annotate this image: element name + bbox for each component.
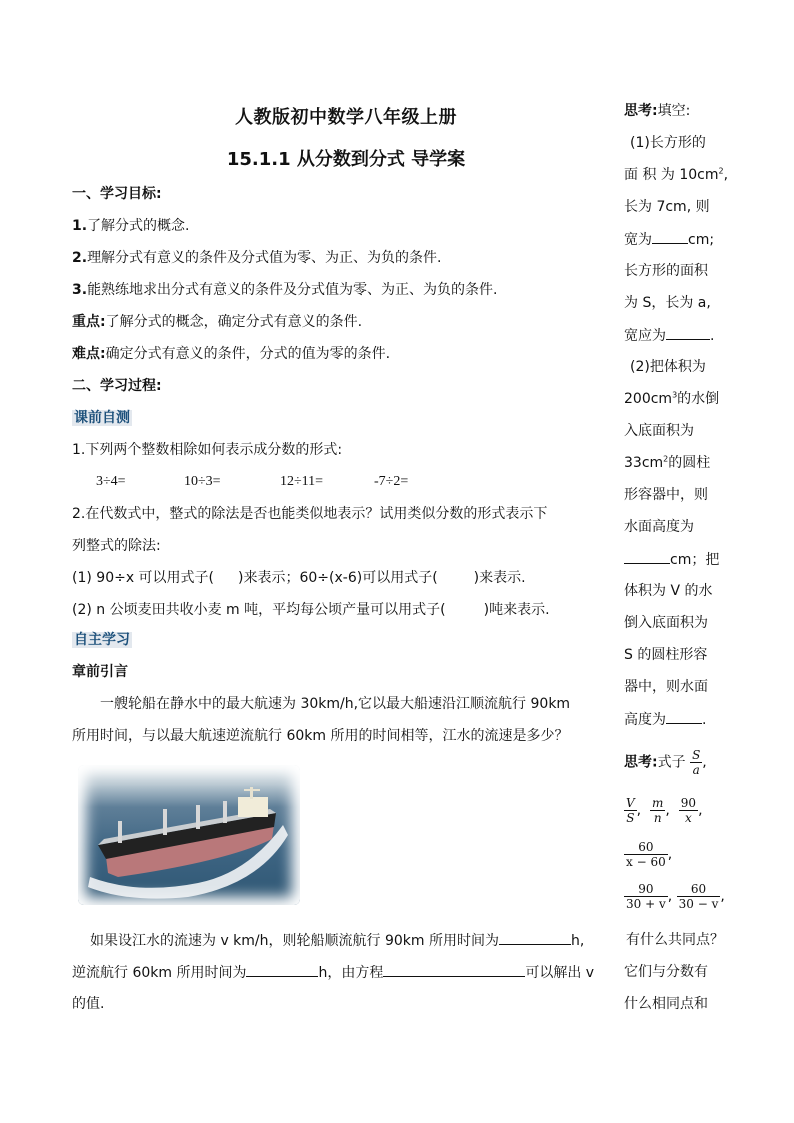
fraction xyxy=(624,882,668,911)
pretest-q2-b xyxy=(72,600,550,620)
q1-item: 12÷11= xyxy=(280,474,324,489)
pretest-section xyxy=(72,408,132,428)
side-line xyxy=(624,325,714,346)
superscript: 2 xyxy=(718,166,724,176)
difficulty-label: 难点: xyxy=(72,346,106,362)
equation-blank[interactable] xyxy=(383,962,525,977)
separator: , xyxy=(702,754,707,771)
difficulty-point xyxy=(72,344,390,364)
side-line: (1)长方形的 xyxy=(630,135,706,151)
fraction-row-2 xyxy=(624,840,672,869)
side-text: 的水倒 xyxy=(677,391,720,407)
side-line: 水面高度为 xyxy=(624,519,694,535)
answer-blank[interactable] xyxy=(652,229,688,244)
side-text: cm; xyxy=(688,232,715,248)
document-subtitle: 15.1.1 从分数到分式 导学案 xyxy=(226,149,466,170)
superscript: 3 xyxy=(672,390,678,400)
denominator: a xyxy=(690,762,702,777)
side-text: 面 积 为 10cm xyxy=(624,167,719,183)
side-line: 形容器中，则 xyxy=(624,487,708,503)
pretest-q1: 1.下列两个整数相除如何表示成分数的形式: xyxy=(72,442,343,458)
fraction xyxy=(624,840,668,869)
objective-num: 1. xyxy=(72,218,88,234)
q2a-text: )来表示；60÷(x-6)可以用式子( xyxy=(238,570,438,586)
answer-blank[interactable] xyxy=(499,930,571,945)
q1-item: 3÷4= xyxy=(96,474,126,489)
answer-blank[interactable] xyxy=(446,600,484,614)
fraction-row-1 xyxy=(624,796,703,825)
side-text: cm；把 xyxy=(670,552,720,568)
objective-item-2 xyxy=(72,248,442,268)
fraction xyxy=(624,796,637,825)
fill-text: 如果设江水的流速为 v km/h，则轮船顺流航行 90km 所用时间为 xyxy=(90,933,499,949)
side-line: 器中，则水面 xyxy=(624,679,708,695)
separator: , xyxy=(667,846,673,863)
side-line: 体积为 V 的水 xyxy=(624,583,713,599)
side-text: 33cm xyxy=(624,455,664,471)
side-text: 的圆柱 xyxy=(668,455,711,471)
q2b-text: )吨来表示. xyxy=(483,602,550,618)
objective-item-1 xyxy=(72,216,190,236)
denominator: n xyxy=(650,810,665,825)
denominator: S xyxy=(624,810,637,825)
fraction xyxy=(679,796,698,825)
q2b-text: (2) n 公顷麦田共收小麦 m 吨，平均每公顷产量可以用式子( xyxy=(72,602,446,618)
side-text: 200cm xyxy=(624,391,673,407)
fraction-row-3 xyxy=(624,882,725,911)
side-line: 入底面积为 xyxy=(624,423,694,439)
numerator: S xyxy=(692,748,701,762)
answer-blank[interactable] xyxy=(666,709,702,724)
side-line xyxy=(624,165,728,185)
answer-blank[interactable] xyxy=(214,568,238,582)
pretest-q2-line1: 2.在代数式中，整式的除法是否也能类似地表示？试用类似分数的形式表示下 xyxy=(72,506,548,522)
side-text: 宽为 xyxy=(624,232,652,248)
fill-text: h, xyxy=(570,933,585,949)
side-line: 长为 7cm, 则 xyxy=(624,199,710,215)
numerator: V xyxy=(626,796,635,810)
pretest-label: 课前自测 xyxy=(74,410,130,426)
fraction xyxy=(690,748,702,777)
q2a-text: )来表示. xyxy=(473,570,526,586)
numerator: 60 xyxy=(638,840,654,854)
cargo-ship-image xyxy=(78,765,300,905)
intro-line-2: 所用时间，与以最大航速逆流航行 60km 所用的时间相等，江水的流速是多少？ xyxy=(72,728,569,744)
intro-line-1: 一艘轮船在静水中的最大航速为 30km/h,它以最大船速沿江顺流航行 90km xyxy=(100,696,571,712)
separator: , xyxy=(636,802,642,819)
key-point-label: 重点: xyxy=(72,314,106,330)
numerator: m xyxy=(652,796,664,810)
answer-blank[interactable] xyxy=(438,568,474,582)
denominator: x xyxy=(679,810,698,825)
side-think-2 xyxy=(624,748,707,777)
side-question-3: 什么相同点和 xyxy=(624,996,708,1012)
numerator: 60 xyxy=(690,882,707,896)
separator: , xyxy=(667,888,673,905)
pretest-q2-a xyxy=(72,568,526,588)
side-line: S 的圆柱形容 xyxy=(624,647,708,663)
objective-num: 3. xyxy=(72,282,88,298)
think-text: 式子 xyxy=(657,754,686,771)
fill-text: 逆流航行 60km 所用时间为 xyxy=(72,965,247,981)
side-text: . xyxy=(702,712,707,728)
q1-item: -7÷2= xyxy=(374,474,409,489)
answer-blank[interactable] xyxy=(666,325,710,340)
fill-line-1 xyxy=(90,930,584,951)
side-line xyxy=(624,453,710,473)
side-line xyxy=(624,389,719,409)
side-text: 高度为 xyxy=(624,712,666,728)
intro-heading: 章前引言 xyxy=(72,664,128,680)
q2a-text: (1) 90÷x 可以用式子( xyxy=(72,570,215,586)
fill-line-3: 的值. xyxy=(72,996,105,1012)
fill-text: 可以解出 v xyxy=(525,965,595,981)
document-title: 人教版初中数学八年级上册 xyxy=(235,107,457,128)
self-study-label: 自主学习 xyxy=(74,632,130,648)
pretest-q2-line2: 列整式的除法: xyxy=(72,538,161,554)
fraction xyxy=(677,882,721,911)
ship-illustration-icon xyxy=(78,765,300,905)
denominator: 30 + v xyxy=(626,897,666,911)
side-text: , xyxy=(723,167,729,183)
separator: , xyxy=(698,802,703,819)
think-label: 思考: xyxy=(624,103,658,119)
self-study-section xyxy=(72,630,132,650)
objective-text: 了解分式的概念. xyxy=(87,218,190,234)
pretest-q1-items xyxy=(96,472,408,492)
side-line xyxy=(624,709,706,730)
side-think-1 xyxy=(624,101,690,121)
side-text: 宽应为 xyxy=(624,328,666,344)
key-point-text: 了解分式的概念，确定分式有意义的条件. xyxy=(105,314,363,330)
numerator: 90 xyxy=(680,796,697,810)
objective-text: 能熟练地求出分式有意义的条件及分式值为零、为正、为负的条件. xyxy=(87,282,498,298)
difficulty-text: 确定分式有意义的条件，分式的值为零的条件. xyxy=(105,346,391,362)
answer-blank[interactable] xyxy=(624,549,670,564)
numerator: 90 xyxy=(638,882,654,896)
objectives-heading: 一、学习目标: xyxy=(72,186,162,202)
denominator: 30 − v xyxy=(678,897,719,911)
key-point xyxy=(72,312,362,332)
superscript: 2 xyxy=(663,454,669,464)
side-question-2: 它们与分数有 xyxy=(624,964,708,980)
q1-item: 10÷3= xyxy=(184,474,221,489)
separator: , xyxy=(665,802,670,819)
side-line: 长方形的面积 xyxy=(624,263,708,279)
fill-line-2 xyxy=(72,962,594,983)
think-text: 填空: xyxy=(657,103,691,119)
objective-item-3 xyxy=(72,280,498,300)
objective-text: 理解分式有意义的条件及分式值为零、为正、为负的条件. xyxy=(87,250,442,266)
fraction xyxy=(650,796,665,825)
side-line xyxy=(624,549,719,570)
answer-blank[interactable] xyxy=(246,962,318,977)
denominator: x − 60 xyxy=(626,855,666,869)
side-line: (2)把体积为 xyxy=(630,359,706,375)
fill-text: h，由方程 xyxy=(318,965,384,981)
objective-num: 2. xyxy=(72,250,88,266)
side-question-1: 有什么共同点？ xyxy=(626,932,724,948)
side-line: 为 S，长为 a, xyxy=(624,295,711,311)
process-heading: 二、学习过程: xyxy=(72,378,162,394)
side-text: . xyxy=(710,328,715,344)
separator: , xyxy=(720,888,725,905)
think-label: 思考: xyxy=(624,754,658,771)
side-line xyxy=(624,229,714,250)
side-line: 倒入底面积为 xyxy=(624,615,708,631)
